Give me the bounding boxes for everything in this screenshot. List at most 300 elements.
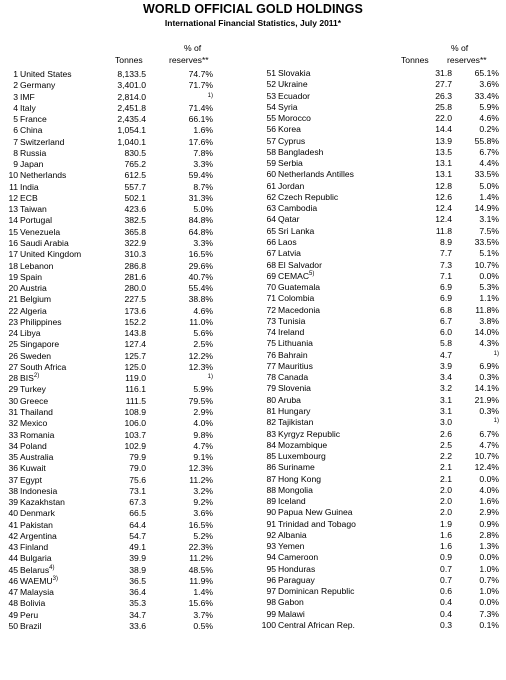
- country-name-cell: [20, 238, 69, 249]
- rank-cell: 33: [8, 429, 18, 440]
- tonnes-cell: 73.1: [129, 485, 146, 496]
- tonnes-cell: 1,040.1: [117, 136, 146, 147]
- tonnes-cell: 54.7: [129, 530, 146, 541]
- percent-reserves-cell: 16.5%: [188, 249, 213, 260]
- percent-reserves-cell: 1.6%: [479, 496, 499, 507]
- country-name: Trinidad and Tobago: [278, 518, 356, 529]
- table-row: [260, 124, 500, 135]
- tonnes-cell: 152.2: [124, 316, 146, 327]
- rank-cell: 26: [8, 350, 18, 361]
- country-name: Gabon: [278, 597, 304, 608]
- rank-cell: 94: [266, 552, 276, 563]
- rank-cell: 79: [266, 383, 276, 394]
- tonnes-cell: 13.5: [435, 146, 452, 157]
- table-row: [6, 103, 246, 114]
- rank-cell: 52: [266, 79, 276, 90]
- percent-reserves-cell: 11.2%: [189, 553, 213, 564]
- country-name-cell: [278, 609, 305, 620]
- table-row: [260, 79, 500, 90]
- country-name: Ecuador: [278, 90, 311, 101]
- table-row: [6, 204, 246, 215]
- rank-cell: 28: [8, 373, 18, 384]
- tonnes-cell: 2.2: [440, 451, 452, 462]
- percent-reserves-cell: 6.9%: [479, 360, 499, 371]
- percent-reserves-cell: 0.7%: [479, 574, 499, 585]
- tonnes-cell: 310.3: [124, 249, 146, 260]
- table-row: [6, 215, 246, 226]
- table-row: [260, 485, 500, 496]
- country-name: China: [20, 125, 43, 136]
- rank-cell: 42: [8, 530, 18, 541]
- percent-reserves-cell: 0.3%: [479, 405, 499, 416]
- percent-reserves-cell: 5.0%: [193, 204, 213, 215]
- country-name: Singapore: [20, 339, 60, 350]
- tonnes-cell: 2.1: [440, 473, 452, 484]
- rank-cell: 32: [8, 418, 18, 429]
- country-name-cell: [20, 486, 57, 497]
- country-name: Morocco: [278, 113, 311, 124]
- country-name: Belarus: [20, 564, 50, 575]
- tonnes-cell: 281.6: [124, 271, 146, 282]
- rank-cell: 88: [266, 484, 276, 495]
- percent-reserves-cell: 7.3%: [479, 608, 499, 619]
- percent-reserves-cell: 3.2%: [193, 485, 213, 496]
- country-name: Central African Rep.: [278, 620, 355, 631]
- table-row: [6, 452, 246, 463]
- table-row: [6, 227, 246, 238]
- rank-cell: 70: [266, 282, 276, 293]
- tonnes-cell: 127.4: [124, 339, 146, 350]
- country-name-cell: [20, 294, 51, 305]
- country-name-cell: [278, 350, 308, 361]
- table-row: [6, 238, 246, 249]
- tonnes-cell: 0.7: [440, 574, 452, 585]
- percent-reserves-cell: 1.0%: [479, 586, 499, 597]
- percent-reserves-cell: 0.0%: [479, 552, 499, 563]
- tonnes-cell: 116.1: [125, 384, 146, 395]
- country-name: Luxembourg: [278, 451, 326, 462]
- tonnes-cell: 102.9: [124, 440, 146, 451]
- country-name-cell: [20, 182, 39, 193]
- table-row: [260, 417, 500, 428]
- tonnes-cell: 12.4: [435, 214, 452, 225]
- rank-cell: 38: [8, 485, 18, 496]
- table-row: [6, 441, 246, 452]
- tonnes-cell: 33.6: [129, 621, 146, 632]
- rank-cell: 2: [13, 80, 18, 91]
- country-name: Portugal: [20, 215, 53, 226]
- percent-reserves-cell: 65.1%: [474, 68, 499, 78]
- country-name: ECB: [20, 192, 38, 203]
- country-name: Bulgaria: [20, 553, 52, 564]
- country-name-cell: [278, 203, 317, 214]
- rank-cell: 90: [266, 507, 276, 518]
- rank-cell: 57: [266, 135, 276, 146]
- country-name-cell: [20, 148, 46, 159]
- table-row: [6, 531, 246, 542]
- table-row: [6, 283, 246, 294]
- country-name: Yemen: [278, 541, 305, 552]
- tonnes-cell: 13.1: [435, 169, 452, 180]
- percent-reserves-cell: 0.2%: [479, 124, 499, 135]
- country-name-cell: [278, 147, 323, 158]
- table-row: [6, 486, 246, 497]
- table-row: [260, 181, 500, 192]
- country-name: Netherlands: [20, 170, 67, 181]
- tonnes-cell: 1.6: [440, 529, 452, 540]
- country-name: Papua New Guinea: [278, 507, 353, 518]
- table-row: [260, 564, 500, 575]
- country-name-cell: [278, 91, 310, 102]
- country-name-cell: [20, 92, 35, 103]
- percent-reserves-cell: 12.3%: [188, 463, 213, 474]
- country-name-cell: [278, 519, 356, 530]
- country-name-cell: [20, 137, 64, 148]
- country-name-cell: [278, 124, 301, 135]
- percent-reserves-cell: 0.5%: [193, 621, 213, 632]
- rank-cell: 56: [266, 124, 276, 135]
- rank-cell: 65: [266, 225, 276, 236]
- table-row: [260, 541, 500, 552]
- rank-cell: 16: [8, 237, 18, 248]
- percent-reserves-cell: 84.8%: [188, 215, 213, 226]
- country-name: Bolivia: [20, 598, 46, 609]
- country-name-cell: [278, 496, 306, 507]
- tonnes-cell: 1,054.1: [117, 125, 146, 136]
- country-name-cell: [20, 204, 47, 215]
- tonnes-cell: 106.0: [124, 418, 146, 429]
- percent-reserves-cell: 64.8%: [188, 226, 213, 237]
- percent-reserves-cell: 4.7%: [193, 440, 213, 451]
- table-row: [6, 362, 246, 373]
- percent-reserves-cell: 59.4%: [188, 170, 213, 181]
- table-row: [6, 182, 246, 193]
- country-name: United States: [20, 69, 72, 79]
- tonnes-cell: 13.1: [435, 158, 452, 169]
- header-pct-line1: % of: [184, 43, 202, 53]
- tonnes-cell: 0.3: [440, 620, 452, 631]
- tonnes-cell: 765.2: [124, 159, 146, 170]
- rank-cell: 30: [8, 395, 18, 406]
- country-name-cell: [278, 305, 320, 316]
- tonnes-cell: 3.9: [440, 360, 452, 371]
- tonnes-cell: 11.8: [435, 225, 452, 236]
- country-name: Hungary: [278, 405, 311, 416]
- country-name: Japan: [20, 159, 44, 170]
- rank-cell: 20: [8, 283, 18, 294]
- percent-reserves-cell: 79.5%: [188, 395, 213, 406]
- table-row: [260, 237, 500, 248]
- percent-reserves-cell: 4.4%: [479, 158, 499, 169]
- country-name-cell: [20, 193, 38, 204]
- tonnes-cell: 79.9: [129, 452, 146, 463]
- country-name-cell: [20, 508, 55, 519]
- country-name: South Africa: [20, 361, 67, 372]
- country-name: Kyrgyz Republic: [278, 428, 341, 439]
- country-name-cell: [278, 383, 311, 394]
- country-name-cell: [20, 328, 41, 339]
- country-name-cell: [20, 463, 46, 474]
- tonnes-cell: 382.5: [124, 215, 146, 226]
- percent-reserves-cell: 6.7%: [479, 428, 499, 439]
- country-name-cell: [20, 441, 47, 452]
- tonnes-cell: 49.1: [129, 542, 146, 553]
- percent-reserves-cell: 6.7%: [479, 146, 499, 157]
- country-name-cell: [278, 586, 354, 597]
- table-row: [260, 372, 500, 383]
- country-name: Kuwait: [20, 463, 46, 474]
- table-row: [260, 158, 500, 169]
- table-row: [260, 271, 500, 282]
- country-name: Syria: [278, 101, 298, 112]
- tonnes-cell: 5.8: [440, 338, 452, 349]
- tonnes-cell: 2.0: [440, 484, 452, 495]
- table-row: [6, 339, 246, 350]
- table-right-column: [260, 41, 500, 631]
- country-name: Malawi: [278, 608, 305, 619]
- country-name-cell: [20, 125, 42, 136]
- country-name: Macedonia: [278, 304, 321, 315]
- tonnes-cell: 14.4: [435, 124, 452, 135]
- tonnes-cell: 8,133.5: [117, 69, 146, 79]
- rank-cell: 13: [8, 204, 18, 215]
- country-name: Czech Republic: [278, 191, 339, 202]
- country-name-cell: [278, 316, 305, 327]
- rank-cell: 14: [8, 215, 18, 226]
- percent-reserves-cell: 33.5%: [474, 169, 499, 180]
- rank-cell: 24: [8, 328, 18, 339]
- rank-cell: 81: [266, 405, 276, 416]
- tonnes-cell: 280.0: [124, 283, 146, 294]
- percent-reserves-cell: 4.6%: [479, 113, 499, 124]
- percent-reserves-cell: 9.1%: [193, 452, 213, 463]
- percent-reserves-cell: 1): [493, 418, 499, 425]
- country-name-cell: [278, 248, 301, 259]
- table-row: [260, 383, 500, 394]
- percent-reserves-cell: 1): [207, 374, 213, 381]
- tonnes-cell: 7.3: [440, 259, 452, 270]
- percent-reserves-cell: 5.2%: [193, 530, 213, 541]
- tonnes-cell: 6.9: [440, 282, 452, 293]
- table-row: [260, 192, 500, 203]
- country-name: Venezuela: [20, 226, 61, 237]
- table-row: [6, 294, 246, 305]
- country-name: Tajikistan: [278, 417, 314, 428]
- rank-cell: 93: [266, 541, 276, 552]
- country-name: Peru: [20, 609, 39, 620]
- rank-cell: 97: [266, 586, 276, 597]
- country-name-cell: [20, 598, 45, 609]
- country-name-cell: [20, 497, 65, 508]
- country-name-cell: [278, 260, 322, 271]
- country-name-cell: [20, 475, 42, 486]
- table-row: [6, 497, 246, 508]
- country-name: Bahrain: [278, 349, 308, 360]
- percent-reserves-cell: 10.7%: [474, 451, 499, 462]
- rank-cell: 36: [8, 463, 18, 474]
- country-name: Slovakia: [278, 68, 311, 78]
- percent-reserves-cell: 3.6%: [193, 508, 213, 519]
- rank-cell: 23: [8, 316, 18, 327]
- country-name: Cyprus: [278, 135, 306, 146]
- tonnes-cell: 36.4: [129, 587, 146, 598]
- percent-reserves-cell: 38.8%: [188, 294, 213, 305]
- table-row: [260, 203, 500, 214]
- table-header-right: [260, 41, 500, 68]
- country-name: Korea: [278, 124, 301, 135]
- percent-reserves-cell: 14.1%: [474, 383, 499, 394]
- percent-reserves-cell: 3.3%: [193, 237, 213, 248]
- percent-reserves-cell: 9.2%: [193, 497, 213, 508]
- percent-reserves-cell: 1.1%: [479, 293, 499, 304]
- rank-cell: 22: [8, 305, 18, 316]
- country-name: Belgium: [20, 294, 52, 305]
- table-row: [6, 542, 246, 553]
- tonnes-cell: 2.6: [440, 428, 452, 439]
- country-name: Finland: [20, 542, 49, 553]
- table-row: [6, 249, 246, 260]
- country-name-cell: [20, 418, 47, 429]
- rank-cell: 99: [266, 608, 276, 619]
- rank-cell: 69: [266, 270, 276, 281]
- percent-reserves-cell: 3.3%: [193, 159, 213, 170]
- rank-cell: 12: [8, 192, 18, 203]
- country-name: Pakistan: [20, 519, 53, 530]
- rank-cell: 1: [13, 69, 18, 79]
- country-name: Taiwan: [20, 204, 47, 215]
- header-pct-line2-right: reserves**: [447, 55, 487, 65]
- tonnes-cell: 31.8: [435, 68, 452, 78]
- country-name-cell: [278, 597, 304, 608]
- rank-cell: 46: [8, 575, 18, 586]
- table-row: [260, 102, 500, 113]
- percent-reserves-cell: 12.3%: [188, 361, 213, 372]
- country-name-cell: [20, 430, 54, 441]
- tonnes-cell: 25.8: [435, 101, 452, 112]
- percent-reserves-cell: 5.9%: [479, 101, 499, 112]
- percent-reserves-cell: 17.6%: [188, 136, 213, 147]
- country-name-cell: [278, 68, 310, 79]
- table-row: [260, 248, 500, 259]
- table-row: [6, 351, 246, 362]
- tonnes-cell: 3,401.0: [117, 80, 146, 91]
- country-name: United Kingdom: [20, 249, 82, 260]
- rank-cell: 48: [8, 598, 18, 609]
- table-row: [6, 463, 246, 474]
- country-name-cell: [20, 452, 53, 463]
- tonnes-cell: 322.9: [124, 237, 146, 248]
- rank-cell: 18: [8, 260, 18, 271]
- percent-reserves-cell: 55.4%: [188, 283, 213, 294]
- country-name-cell: [20, 261, 53, 272]
- percent-reserves-cell: 2.8%: [479, 529, 499, 540]
- rank-cell: 54: [266, 101, 276, 112]
- country-name: Denmark: [20, 508, 55, 519]
- country-name-cell: [20, 553, 52, 564]
- country-name-cell: [278, 327, 304, 338]
- table-row: [6, 80, 246, 91]
- table-row: [260, 429, 500, 440]
- country-name: Honduras: [278, 563, 316, 574]
- tonnes-cell: 0.9: [440, 552, 452, 563]
- rank-cell: 92: [266, 529, 276, 540]
- percent-reserves-cell: 0.1%: [479, 620, 499, 631]
- country-name: Mexico: [20, 418, 48, 429]
- country-name: Saudi Arabia: [20, 237, 69, 248]
- country-name: Sri Lanka: [278, 225, 315, 236]
- country-name: Guatemala: [278, 282, 321, 293]
- percent-reserves-cell: 33.5%: [474, 236, 499, 247]
- country-name-cell: [278, 293, 314, 304]
- rank-cell: 67: [266, 248, 276, 259]
- country-name: Serbia: [278, 158, 303, 169]
- country-name: Ukraine: [278, 79, 308, 90]
- country-name: CEMAC: [278, 270, 310, 281]
- country-name-cell: [20, 384, 46, 395]
- country-name-cell: [20, 249, 81, 260]
- table-header-left: [6, 41, 246, 68]
- table-row: [6, 598, 246, 609]
- country-name-cell: [278, 113, 311, 124]
- rank-cell: 8: [13, 147, 18, 158]
- country-name-cell: [20, 339, 59, 350]
- percent-reserves-cell: 5.9%: [193, 384, 213, 395]
- table-row: [6, 475, 246, 486]
- table-row: [260, 293, 500, 304]
- tonnes-cell: 6.0: [440, 327, 452, 338]
- percent-reserves-cell: 7.8%: [193, 147, 213, 158]
- country-name-cell: [20, 306, 47, 317]
- percent-reserves-cell: 1): [207, 92, 213, 99]
- country-name-cell: [278, 102, 298, 113]
- percent-reserves-cell: 1.0%: [479, 563, 499, 574]
- footnote-marker: 3): [52, 576, 58, 583]
- rank-cell: 9: [13, 159, 18, 170]
- rows-right: [260, 68, 500, 631]
- rank-cell: 35: [8, 452, 18, 463]
- country-name: Poland: [20, 440, 47, 451]
- country-name-cell: [278, 406, 310, 417]
- percent-reserves-cell: 31.3%: [188, 192, 213, 203]
- tonnes-cell: 22.0: [435, 113, 452, 124]
- table-row: [260, 214, 500, 225]
- country-name-cell: [278, 485, 313, 496]
- table-row: [6, 508, 246, 519]
- percent-reserves-cell: 11.2%: [189, 474, 213, 485]
- country-name-cell: [20, 114, 47, 125]
- tonnes-cell: 143.8: [124, 328, 146, 339]
- table-row: [260, 91, 500, 102]
- country-name: Slovenia: [278, 383, 311, 394]
- country-name-cell: [278, 440, 327, 451]
- country-name-cell: [278, 282, 320, 293]
- table-row: [6, 125, 246, 136]
- table-row: [260, 496, 500, 507]
- country-name: Albania: [278, 529, 307, 540]
- tonnes-cell: 36.5: [129, 575, 146, 586]
- rank-cell: 17: [8, 249, 18, 260]
- country-name: Cameroon: [278, 552, 319, 563]
- country-name: Argentina: [20, 530, 57, 541]
- country-name-cell: [278, 541, 304, 552]
- percent-reserves-cell: 5.1%: [479, 248, 499, 259]
- table-row: [260, 350, 500, 361]
- percent-reserves-cell: 4.6%: [193, 305, 213, 316]
- country-name: Malaysia: [20, 587, 54, 598]
- country-name-cell: [20, 283, 47, 294]
- percent-reserves-cell: 1): [493, 350, 499, 357]
- rank-cell: 7: [13, 136, 18, 147]
